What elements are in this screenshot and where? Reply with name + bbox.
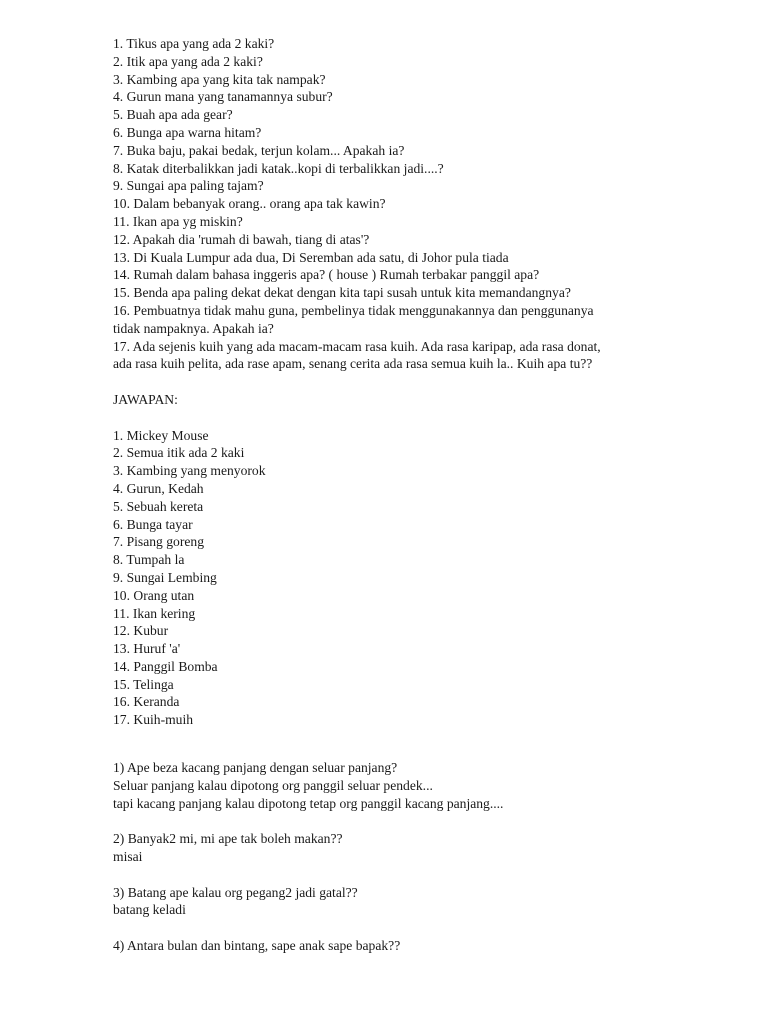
question-line: 8. Katak diterbalikkan jadi katak..kopi di terbalikkan jadi....?	[113, 160, 444, 176]
document-page	[113, 35, 733, 955]
question-line: 11. Ikan apa yg miskin?	[113, 213, 243, 229]
answer-line: 7. Pisang goreng	[113, 534, 204, 550]
answer-line: 10. Orang utan	[113, 587, 195, 603]
riddle-answer: tapi kacang panjang kalau dipotong tetap org panggil kacang panjang....	[113, 795, 504, 811]
answer-line: 3. Kambing yang menyorok	[113, 463, 266, 479]
question-line: 4. Gurun mana yang tanamannya subur?	[113, 89, 333, 105]
question-line: 6. Bunga apa warna hitam?	[113, 124, 262, 140]
riddle-answer: misai	[113, 849, 143, 865]
answer-line: 13. Huruf 'a'	[113, 641, 181, 657]
question-line: 2. Itik apa yang ada 2 kaki?	[113, 53, 263, 69]
spacer	[113, 866, 733, 884]
riddle-question: 2) Banyak2 mi, mi ape tak boleh makan??	[113, 831, 343, 847]
question-line: 16. Pembuatnya tidak mahu guna, pembelinya tidak menggunakannya dan penggunanya	[113, 302, 594, 318]
answer-line: 6. Bunga tayar	[113, 516, 193, 532]
riddle-question: 1) Ape beza kacang panjang dengan seluar panjang?	[113, 760, 398, 776]
spacer	[113, 919, 733, 937]
answer-line: 4. Gurun, Kedah	[113, 480, 204, 496]
question-line: 7. Buka baju, pakai bedak, terjun kolam... Apakah ia?	[113, 142, 405, 158]
answer-line: 16. Keranda	[113, 694, 180, 710]
spacer	[113, 729, 733, 759]
spacer	[113, 373, 733, 391]
question-line: 12. Apakah dia 'rumah di bawah, tiang di atas'?	[113, 231, 370, 247]
answer-line: 9. Sungai Lembing	[113, 569, 217, 585]
question-line: 5. Buah apa ada gear?	[113, 107, 233, 123]
questions-list	[113, 35, 733, 373]
answer-line: 1. Mickey Mouse	[113, 427, 209, 443]
answers-list	[113, 427, 733, 730]
riddle-answer: batang keladi	[113, 902, 186, 918]
question-line: 10. Dalam bebanyak orang.. orang apa tak kawin?	[113, 196, 386, 212]
riddle-1	[113, 759, 733, 812]
answer-line: 5. Sebuah kereta	[113, 498, 204, 514]
answer-line: 11. Ikan kering	[113, 605, 196, 621]
riddle-answer: Seluar panjang kalau dipotong org panggil seluar pendek...	[113, 777, 433, 793]
question-line: ada rasa kuih pelita, ada rase apam, senang cerita ada rasa semua kuih la.. Kuih apa tu??	[113, 356, 593, 372]
riddle-3	[113, 884, 733, 920]
question-line: 17. Ada sejenis kuih yang ada macam-macam rasa kuih. Ada rasa karipap, ada rasa donat,	[113, 338, 601, 354]
spacer	[113, 409, 733, 427]
question-line: 1. Tikus apa yang ada 2 kaki?	[113, 36, 275, 51]
answer-line: 17. Kuih-muih	[113, 712, 194, 728]
riddle-question: 4) Antara bulan dan bintang, sape anak sape bapak??	[113, 938, 401, 954]
answers-heading: JAWAPAN:	[113, 391, 178, 407]
spacer	[113, 812, 733, 830]
riddle-4	[113, 937, 733, 955]
question-line: 13. Di Kuala Lumpur ada dua, Di Seremban ada satu, di Johor pula tiada	[113, 249, 509, 265]
riddle-2	[113, 830, 733, 866]
question-line: 9. Sungai apa paling tajam?	[113, 178, 264, 194]
answer-line: 12. Kubur	[113, 623, 169, 639]
question-line: tidak nampaknya. Apakah ia?	[113, 320, 274, 336]
answer-line: 15. Telinga	[113, 676, 174, 692]
question-line: 14. Rumah dalam bahasa inggeris apa? ( house ) Rumah terbakar panggil apa?	[113, 267, 540, 283]
question-line: 15. Benda apa paling dekat dekat dengan kita tapi susah untuk kita memandangnya?	[113, 285, 571, 301]
question-line: 3. Kambing apa yang kita tak nampak?	[113, 71, 326, 87]
answer-line: 2. Semua itik ada 2 kaki	[113, 445, 245, 461]
answer-line: 14. Panggil Bomba	[113, 658, 218, 674]
riddle-question: 3) Batang ape kalau org pegang2 jadi gatal??	[113, 884, 358, 900]
answer-line: 8. Tumpah la	[113, 552, 185, 568]
